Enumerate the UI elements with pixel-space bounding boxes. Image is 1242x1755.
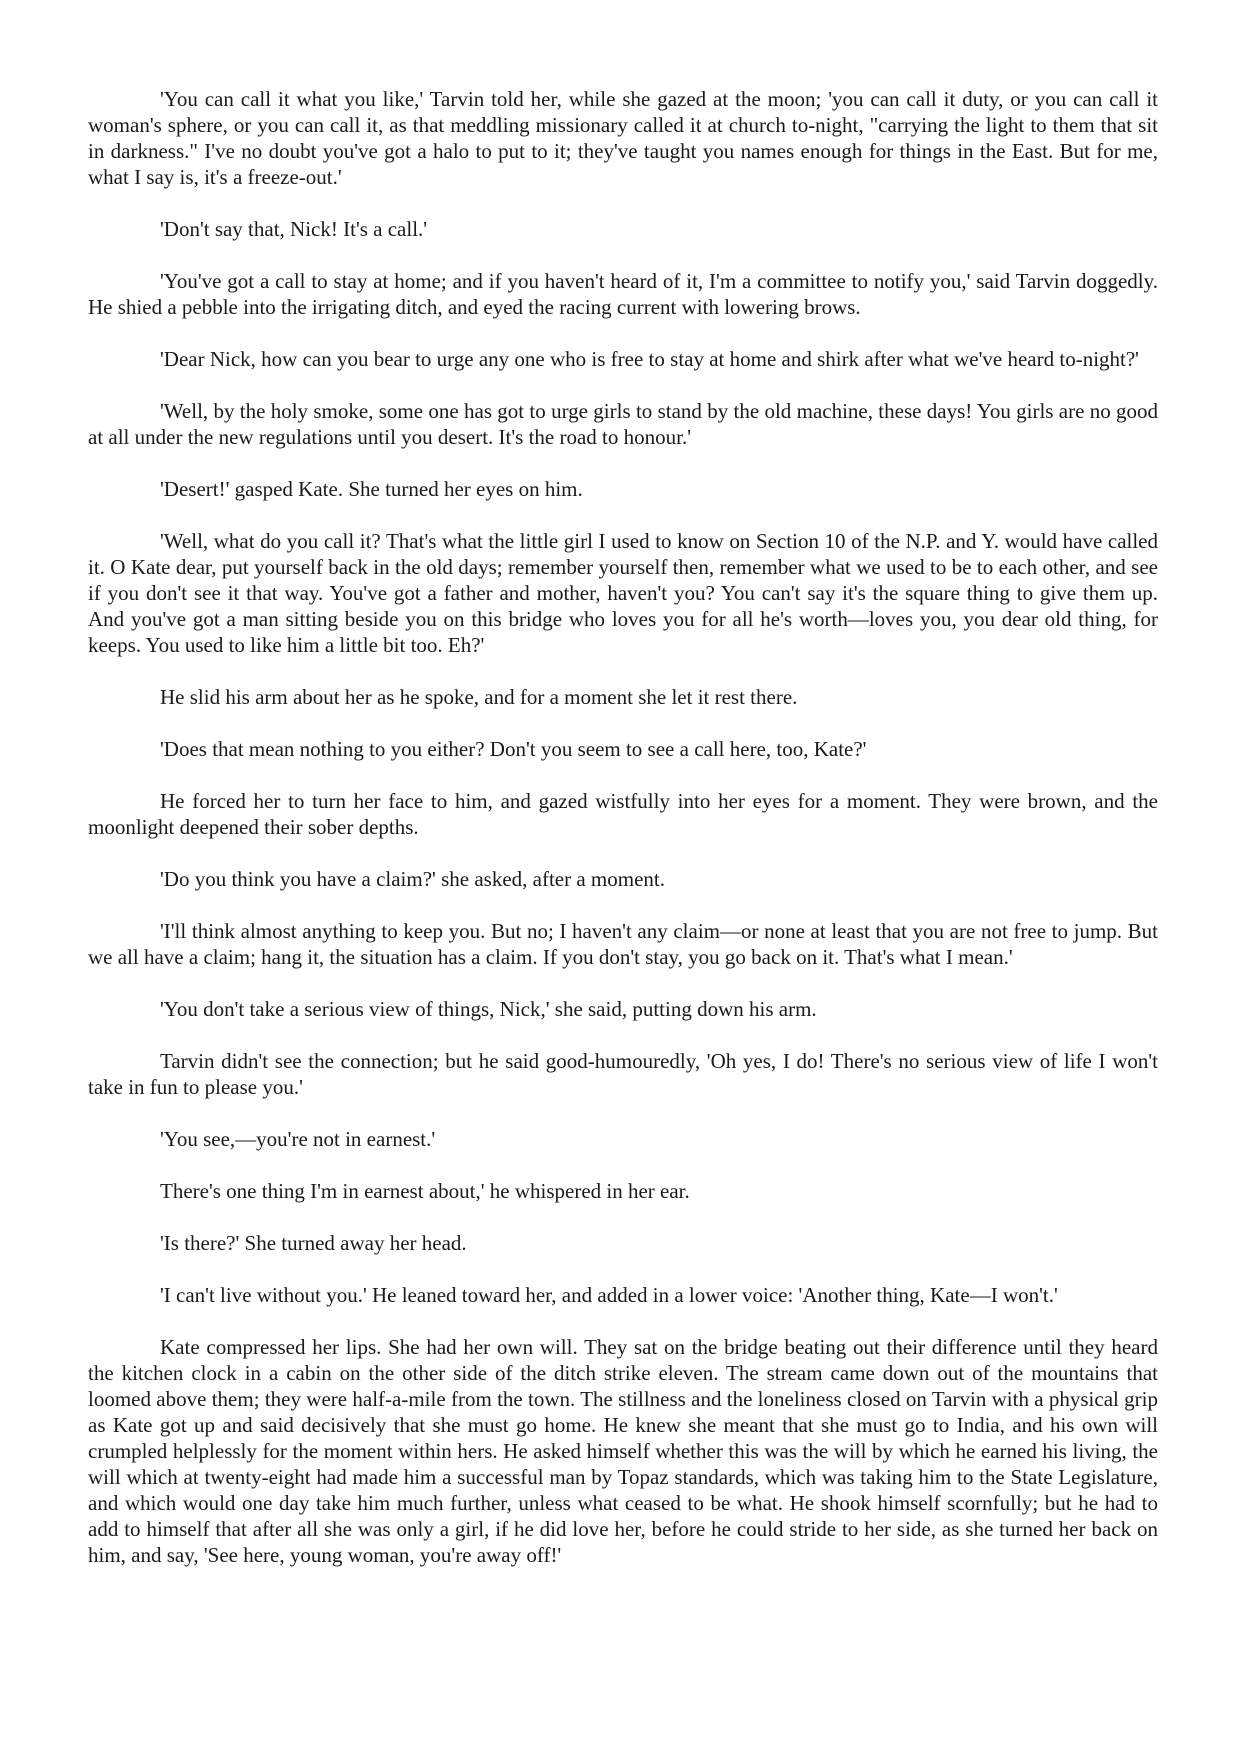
paragraph: 'You've got a call to stay at home; and if you haven't heard of it, I'm a committee to notify you,' said Tarvin doggedly. He shied a pebble into the irrigating ditch, and eyed the racing current with lowering brows. bbox=[88, 269, 1158, 319]
paragraph: 'You see,—you're not in earnest.' bbox=[160, 1127, 436, 1151]
paragraph: He forced her to turn her face to him, and gazed wistfully into her eyes for a moment. They were brown, and the moonlight deepened their sober depths. bbox=[88, 789, 1158, 839]
paragraph: 'Is there?' She turned away her head. bbox=[160, 1231, 467, 1255]
paragraph: Kate compressed her lips. She had her own will. They sat on the bridge beating out their difference until they heard the kitchen clock in a cabin on the other side of the ditch strike eleven. The stream came down out of the mountains that loomed above them; they were half-a-mile from the town. The stillness and the loneliness closed on Tarvin with a physical grip as Kate got up and said decisively that she must go home. He knew she meant that she must go to India, and his own will crumpled helplessly for the moment within hers. He asked himself whether this was the will by which he earned his living, the will which at twenty-eight had made him a successful man by Topaz standards, which was taking him to the State Legislature, and which would one day take him much further, unless what ceased to be what. He shook himself scornfully; but he had to add to himself that after all she was only a girl, if he did love her, before he could stride to her side, as she turned her back on him, and say, 'See here, young woman, you're away off!' bbox=[88, 1335, 1158, 1567]
paragraph: He slid his arm about her as he spoke, and for a moment she let it rest there. bbox=[160, 685, 798, 709]
paragraph: 'Don't say that, Nick! It's a call.' bbox=[160, 217, 428, 241]
paragraph: 'I can't live without you.' He leaned toward her, and added in a lower voice: 'Another thing, Kate—I won't.' bbox=[160, 1283, 1058, 1307]
paragraph: 'Well, what do you call it? That's what the little girl I used to know on Section 10 of the N.P. and Y. would have called it. O Kate dear, put yourself back in the old days; remember yourself then, remember what we used to be to each other, and see if you don't see it that way. You've got a father and mother, haven't you? You can't say it's the square thing to give them up. And you've got a man sitting beside you on this bridge who loves you for all he's worth—loves you, you dear old thing, for keeps. You used to like him a little bit too. Eh?' bbox=[88, 529, 1158, 657]
paragraph: 'I'll think almost anything to keep you. But no; I haven't any claim—or none at least that you are not free to jump. But we all have a claim; hang it, the situation has a claim. If you don't stay, you go back on it. That's what I mean.' bbox=[88, 919, 1158, 969]
paragraph: There's one thing I'm in earnest about,' he whispered in her ear. bbox=[160, 1179, 690, 1203]
paragraph: Tarvin didn't see the connection; but he said good-humouredly, 'Oh yes, I do! There's no serious view of life I won't take in fun to please you.' bbox=[88, 1049, 1158, 1099]
paragraph: 'You can call it what you like,' Tarvin told her, while she gazed at the moon; 'you can call it duty, or you can call it woman's sphere, or you can call it, as that meddling missionary called it at church to-night, "carrying the light to them that sit in darkness." I've no doubt you've got a halo to put to it; they've taught you names enough for things in the East. But for me, what I say is, it's a freeze-out.' bbox=[88, 87, 1158, 189]
paragraph: 'Well, by the holy smoke, some one has got to urge girls to stand by the old machine, these days! You girls are no good at all under the new regulations until you desert. It's the road to honour.' bbox=[88, 399, 1158, 449]
document-page bbox=[88, 86, 1158, 1594]
paragraph: 'You don't take a serious view of things, Nick,' she said, putting down his arm. bbox=[160, 997, 817, 1021]
paragraph: 'Do you think you have a claim?' she asked, after a moment. bbox=[160, 867, 665, 891]
paragraph: 'Does that mean nothing to you either? Don't you seem to see a call here, too, Kate?' bbox=[160, 737, 867, 761]
paragraph: 'Dear Nick, how can you bear to urge any one who is free to stay at home and shirk after what we've heard to-night?' bbox=[160, 347, 1139, 371]
paragraph: 'Desert!' gasped Kate. She turned her eyes on him. bbox=[160, 477, 583, 501]
